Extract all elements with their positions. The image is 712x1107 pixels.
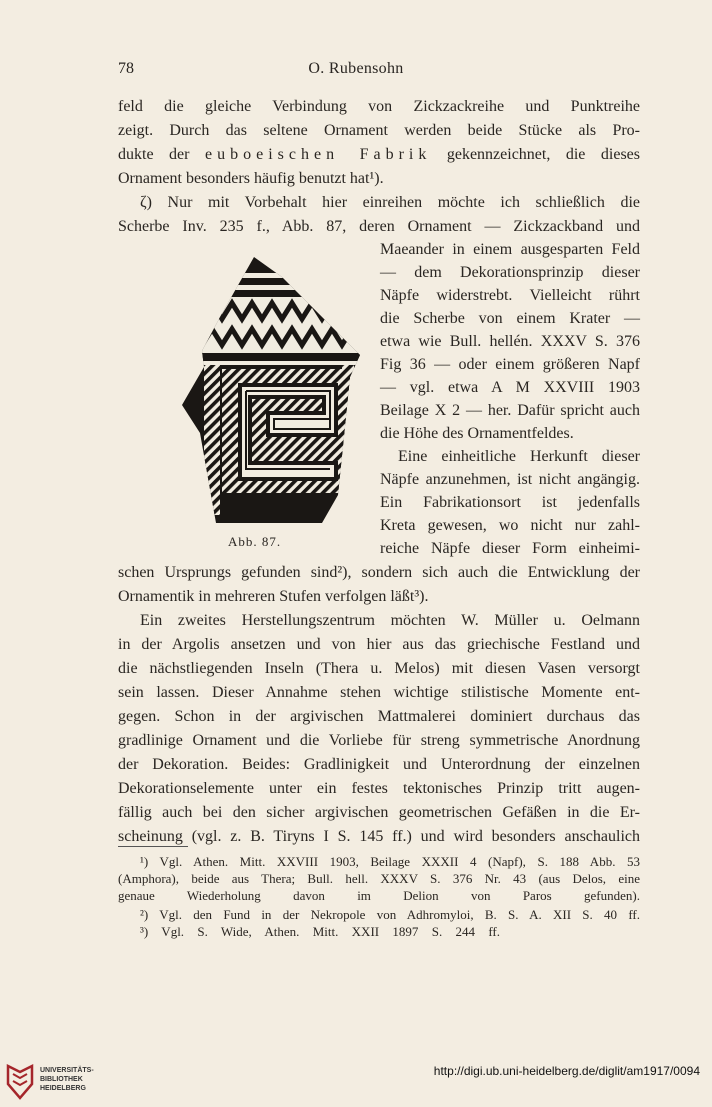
sherd-figure: [182, 255, 362, 535]
text-span: gekennzeichnet, die dieses: [431, 146, 640, 163]
footnote-rule: [118, 846, 188, 847]
figure-caption: Abb. 87.: [228, 534, 282, 549]
text-line: in der Argolis ansetzen und von hier aus das griechische Festland und: [118, 636, 640, 653]
text-line: Dekorationselemente unter ein festes tektonisches Prinzip tritt augen-: [118, 780, 640, 797]
text-line: — dem Dekorationsprinzip dieser: [380, 264, 640, 281]
footnote-line: genaue Wiederholung davon im Delion von Paros gefunden).: [118, 888, 640, 903]
text-line: zeigt. Durch das seltene Ornament werden beide Stücke als Pro-: [118, 122, 640, 139]
text-line: Beilage X 2 — her. Dafür spricht auch: [380, 402, 640, 419]
text-span: dukte der: [118, 146, 205, 163]
text-line: Näpfe widerstrebt. Vielleicht rührt: [380, 287, 640, 304]
library-line: HEIDELBERG: [40, 1085, 86, 1092]
text-line: Näpfe anzunehmen, ist nicht angängig.: [380, 471, 640, 488]
text-line: schen Ursprungs gefunden sind²), sondern sich auch die Entwicklung der: [118, 564, 640, 581]
text-line: die Höhe des Ornamentfeldes.: [380, 425, 574, 442]
library-logo-icon: [6, 1062, 34, 1100]
text-line: Ornament besonders häufig benutzt hat¹).: [118, 170, 384, 187]
source-url-link[interactable]: http://digi.ub.uni-heidelberg.de/diglit/am1917/0094: [433, 1064, 700, 1078]
page-number: 78: [118, 60, 134, 77]
text-line: [118, 145, 640, 165]
text-line: Ein Fabrikationsort ist jedenfalls: [380, 494, 640, 511]
text-line: Ein zweites Herstellungszentrum möchten W. Müller u. Oelmann: [140, 612, 640, 629]
text-line: feld die gleiche Verbindung von Zickzackreihe und Punktreihe: [118, 98, 640, 115]
text-line: reiche Näpfe dieser Form einheimi-: [380, 540, 640, 557]
text-line: — vgl. etwa A M XXVIII 1903: [380, 379, 640, 396]
spaced-text: euboeischen Fabrik: [204, 146, 432, 163]
text-line: Maeander in einem ausgesparten Feld: [380, 241, 640, 258]
text-line: gradlinige Ornament und die Vorliebe für streng symmetrische Anordnung: [118, 732, 640, 749]
footnote-line: ²) Vgl. den Fund in der Nekropole von Adhromyloi, B. S. A. XII S. 40 ff.: [140, 907, 640, 922]
text-line: die nächstliegenden Inseln (Thera u. Melos) mit diesen Vasen versorgt: [118, 660, 640, 677]
library-name: [40, 1066, 94, 1093]
text-line: sein lassen. Dieser Annahme stehen wichtige stilistische Momente ent-: [118, 684, 640, 701]
text-line: Kreta gewesen, wo nicht nur zahl-: [380, 517, 640, 534]
text-line: etwa wie Bull. hellén. XXXV S. 376: [380, 333, 640, 350]
text-line: gegen. Schon in der argivischen Mattmalerei dominiert durchaus das: [118, 708, 640, 725]
footnote-line: ¹) Vgl. Athen. Mitt. XXVIII 1903, Beilage XXXII 4 (Napf), S. 188 Abb. 53: [140, 854, 640, 869]
text-line: die Scherbe von einem Krater —: [380, 310, 640, 327]
text-line: Fig 36 — oder einem größeren Napf: [380, 356, 640, 373]
text-line: Eine einheitliche Herkunft dieser: [398, 448, 640, 465]
text-line: der Dekoration. Beides: Gradlinigkeit und Unterordnung der einzelnen: [118, 756, 640, 773]
running-head: O. Rubensohn: [308, 60, 404, 77]
footnote-line: (Amphora), beide aus Thera; Bull. hell. XXXV S. 376 Nr. 43 (aus Delos, eine: [118, 871, 640, 886]
text-line: fällig auch bei den sicher argivischen geometrischen Gefäßen in die Er-: [118, 804, 640, 821]
text-line: Ornamentik in mehreren Stufen verfolgen läßt³).: [118, 588, 429, 605]
text-line: Scherbe Inv. 235 f., Abb. 87, deren Ornament — Zickzackband und: [118, 218, 640, 235]
library-line: UNIVERSITÄTS-: [40, 1067, 94, 1074]
footer-bar: [0, 1055, 712, 1107]
footnote-line: ³) Vgl. S. Wide, Athen. Mitt. XXII 1897 S. 244 ff.: [140, 924, 500, 939]
text-line: ζ) Nur mit Vorbehalt hier einreihen möchte ich schließlich die: [140, 194, 640, 211]
text-line: scheinung (vgl. z. B. Tiryns I S. 145 ff.) und wird besonders anschaulich: [118, 828, 640, 845]
library-line: BIBLIOTHEK: [40, 1076, 83, 1083]
